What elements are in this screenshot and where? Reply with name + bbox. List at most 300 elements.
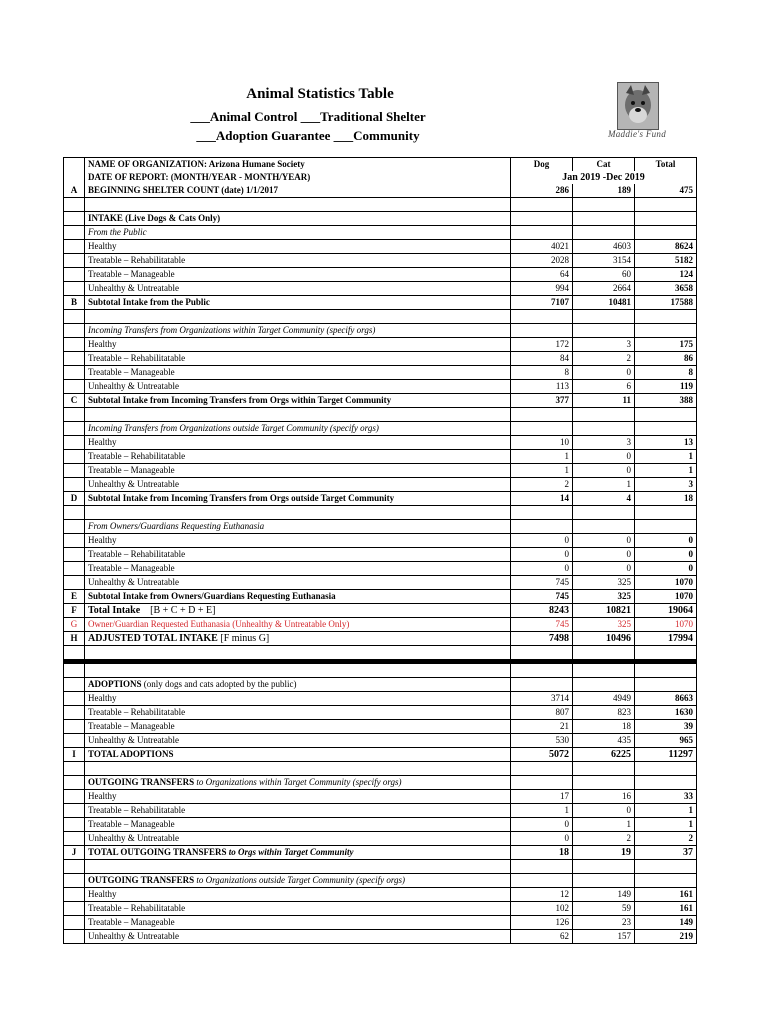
cat-cell: 0 [573, 366, 635, 380]
dog-cell: 745 [511, 618, 573, 632]
row-letter [64, 646, 85, 660]
table-row [64, 590, 697, 604]
row-label: Treatable – Rehabilitatable [85, 450, 511, 464]
row-label: Unhealthy & Untreatable [85, 478, 511, 492]
total-cell: 17588 [635, 296, 697, 310]
cat-cell [573, 762, 635, 776]
row-letter [64, 706, 85, 720]
cat-cell: 189 [573, 184, 635, 198]
row-label: Subtotal Intake from Incoming Transfers from Orgs within Target Community [85, 394, 511, 408]
total-cell: 161 [635, 902, 697, 916]
table-row [64, 380, 697, 394]
row-label: Treatable – Manageable [85, 818, 511, 832]
row-letter: B [64, 296, 85, 310]
table-row [64, 604, 697, 618]
row-label: ADJUSTED TOTAL INTAKE [F minus G] [85, 632, 511, 646]
row-letter [64, 790, 85, 804]
dog-cell: 84 [511, 352, 573, 366]
col-dog: Dog [511, 158, 573, 172]
dog-cell: 17 [511, 790, 573, 804]
table-row [64, 930, 697, 944]
maddies-fund-logo [598, 82, 676, 144]
row-label: Unhealthy & Untreatable [85, 380, 511, 394]
table-row [64, 846, 697, 860]
row-label: Treatable – Manageable [85, 464, 511, 478]
row-label: Unhealthy & Untreatable [85, 734, 511, 748]
table-row [64, 158, 697, 172]
row-letter [64, 860, 85, 874]
total-cell: 1070 [635, 590, 697, 604]
cat-cell [573, 664, 635, 678]
total-cell [635, 520, 697, 534]
table-row [64, 212, 697, 226]
row-label: Unhealthy & Untreatable [85, 282, 511, 296]
row-letter [64, 478, 85, 492]
cat-cell: 18 [573, 720, 635, 734]
total-cell [635, 776, 697, 790]
cat-cell [573, 678, 635, 692]
total-cell: 8 [635, 366, 697, 380]
row-label: TOTAL ADOPTIONS [85, 748, 511, 762]
row-letter [64, 464, 85, 478]
table-row [64, 748, 697, 762]
row-label: Subtotal Intake from the Public [85, 296, 511, 310]
dog-cell [511, 324, 573, 338]
cat-cell: 10496 [573, 632, 635, 646]
col-total: Total [635, 158, 697, 172]
row-label: INTAKE (Live Dogs & Cats Only) [85, 212, 511, 226]
dog-cell [511, 860, 573, 874]
dog-cell: 7107 [511, 296, 573, 310]
dog-cell: 0 [511, 562, 573, 576]
cat-cell [573, 226, 635, 240]
dog-cell: 0 [511, 548, 573, 562]
dog-cell [511, 506, 573, 520]
cat-cell: 157 [573, 930, 635, 944]
total-cell [635, 226, 697, 240]
row-label [85, 506, 511, 520]
row-label: Treatable – Manageable [85, 562, 511, 576]
dog-cell: 21 [511, 720, 573, 734]
dog-cell: 5072 [511, 748, 573, 762]
table-row [64, 478, 697, 492]
dog-cell: 745 [511, 576, 573, 590]
total-cell [635, 664, 697, 678]
cat-cell [573, 874, 635, 888]
table-row [64, 492, 697, 506]
total-cell: 388 [635, 394, 697, 408]
total-cell [635, 762, 697, 776]
org-name: NAME OF ORGANIZATION: Arizona Humane Society [85, 158, 511, 172]
row-label [85, 198, 511, 212]
table-row [64, 692, 697, 706]
row-letter [64, 548, 85, 562]
total-cell: 1 [635, 818, 697, 832]
row-label: TOTAL OUTGOING TRANSFERS to Orgs within Target Community [85, 846, 511, 860]
row-letter: E [64, 590, 85, 604]
total-cell [635, 422, 697, 436]
total-cell: 86 [635, 352, 697, 366]
total-cell [635, 646, 697, 660]
row-letter [64, 776, 85, 790]
total-cell: 18 [635, 492, 697, 506]
page-title: Animal Statistics Table [246, 86, 394, 102]
dog-cell: 172 [511, 338, 573, 352]
row-letter [64, 268, 85, 282]
table-row [64, 916, 697, 930]
cat-cell: 2 [573, 832, 635, 846]
total-cell [635, 860, 697, 874]
dog-cell: 994 [511, 282, 573, 296]
dog-cell: 0 [511, 534, 573, 548]
dog-cell: 807 [511, 706, 573, 720]
dog-cell: 1 [511, 450, 573, 464]
row-letter [64, 734, 85, 748]
cat-cell [573, 212, 635, 226]
dog-cell: 1 [511, 804, 573, 818]
row-label: OUTGOING TRANSFERS to Organizations outside Target Community (specify orgs) [85, 874, 511, 888]
total-cell [635, 506, 697, 520]
row-label: Healthy [85, 888, 511, 902]
total-cell: 0 [635, 534, 697, 548]
row-letter: D [64, 492, 85, 506]
row-label: Total Intake [B + C + D + E] [85, 604, 511, 618]
row-letter [64, 916, 85, 930]
dog-cell: 377 [511, 394, 573, 408]
row-letter [64, 520, 85, 534]
dog-cell [511, 762, 573, 776]
cat-cell: 325 [573, 576, 635, 590]
row-letter [64, 240, 85, 254]
row-label: Treatable – Rehabilitatable [85, 804, 511, 818]
row-letter [64, 678, 85, 692]
shelter-type-line-2: ___Adoption Guarantee ___Community [196, 128, 420, 143]
total-cell: 1070 [635, 618, 697, 632]
table-row [64, 804, 697, 818]
cat-cell: 0 [573, 464, 635, 478]
dog-cell: 2028 [511, 254, 573, 268]
table-row [64, 832, 697, 846]
row-letter [64, 158, 85, 172]
total-cell: 5182 [635, 254, 697, 268]
row-label: Unhealthy & Untreatable [85, 832, 511, 846]
dog-cell: 62 [511, 930, 573, 944]
dog-cell: 102 [511, 902, 573, 916]
row-label: Healthy [85, 790, 511, 804]
cat-cell [573, 198, 635, 212]
cat-cell: 325 [573, 618, 635, 632]
row-letter [64, 874, 85, 888]
table-row [64, 548, 697, 562]
cat-cell: 2664 [573, 282, 635, 296]
cat-cell: 0 [573, 450, 635, 464]
row-label: Treatable – Rehabilitatable [85, 254, 511, 268]
cat-cell: 23 [573, 916, 635, 930]
row-letter [64, 338, 85, 352]
dog-cell: 64 [511, 268, 573, 282]
row-letter [64, 902, 85, 916]
cat-cell [573, 324, 635, 338]
row-label: Healthy [85, 436, 511, 450]
cat-cell: 4 [573, 492, 635, 506]
row-letter [64, 422, 85, 436]
table-row [64, 366, 697, 380]
dog-cell: 0 [511, 832, 573, 846]
total-cell: 13 [635, 436, 697, 450]
cat-cell: 325 [573, 590, 635, 604]
total-cell: 1630 [635, 706, 697, 720]
cat-cell [573, 408, 635, 422]
row-label: From Owners/Guardians Requesting Euthanasia [85, 520, 511, 534]
total-cell: 8663 [635, 692, 697, 706]
row-letter [64, 832, 85, 846]
table-row [64, 576, 697, 590]
total-cell: 1 [635, 464, 697, 478]
table-row [64, 818, 697, 832]
total-cell [635, 324, 697, 338]
table-row [64, 720, 697, 734]
row-letter [64, 352, 85, 366]
cat-cell [573, 860, 635, 874]
row-letter [64, 171, 85, 184]
row-label: Healthy [85, 692, 511, 706]
total-cell: 33 [635, 790, 697, 804]
total-cell: 0 [635, 562, 697, 576]
table-row [64, 338, 697, 352]
cat-cell [573, 310, 635, 324]
row-letter [64, 254, 85, 268]
row-letter [64, 310, 85, 324]
dog-photo [617, 82, 659, 130]
cat-cell [573, 506, 635, 520]
row-letter [64, 720, 85, 734]
total-cell: 39 [635, 720, 697, 734]
total-cell: 149 [635, 916, 697, 930]
cat-cell [573, 646, 635, 660]
row-letter: A [64, 184, 85, 198]
dog-cell: 113 [511, 380, 573, 394]
cat-cell [573, 776, 635, 790]
dog-cell [511, 310, 573, 324]
dog-cell: 12 [511, 888, 573, 902]
dog-cell [511, 776, 573, 790]
row-letter: G [64, 618, 85, 632]
cat-cell: 3 [573, 338, 635, 352]
shelter-type-line: ___Animal Control ___Traditional Shelter [190, 109, 426, 124]
row-label: Treatable – Rehabilitatable [85, 548, 511, 562]
total-cell [635, 874, 697, 888]
cat-cell: 0 [573, 534, 635, 548]
dog-cell: 3714 [511, 692, 573, 706]
row-letter [64, 380, 85, 394]
cat-cell: 0 [573, 562, 635, 576]
statistics-table [63, 157, 697, 944]
cat-cell: 10821 [573, 604, 635, 618]
row-label [85, 646, 511, 660]
cat-cell: 2 [573, 352, 635, 366]
row-label: Healthy [85, 534, 511, 548]
row-letter: C [64, 394, 85, 408]
cat-cell: 16 [573, 790, 635, 804]
cat-cell: 0 [573, 548, 635, 562]
table-row [64, 254, 697, 268]
dog-cell [511, 198, 573, 212]
dog-cell [511, 408, 573, 422]
row-label: Treatable – Rehabilitatable [85, 352, 511, 366]
row-label [85, 408, 511, 422]
dog-cell: 8 [511, 366, 573, 380]
row-letter [64, 888, 85, 902]
dog-cell [511, 678, 573, 692]
table-row [64, 296, 697, 310]
row-label: Unhealthy & Untreatable [85, 930, 511, 944]
dog-cell [511, 664, 573, 678]
row-letter [64, 562, 85, 576]
dog-cell: 530 [511, 734, 573, 748]
dog-cell: 10 [511, 436, 573, 450]
row-letter [64, 534, 85, 548]
row-label: Owner/Guardian Requested Euthanasia (Unhealthy & Untreatable Only) [85, 618, 511, 632]
row-label: Subtotal Intake from Incoming Transfers from Orgs outside Target Community [85, 492, 511, 506]
table-row [64, 394, 697, 408]
row-label: Treatable – Manageable [85, 366, 511, 380]
total-cell [635, 310, 697, 324]
cat-cell [573, 422, 635, 436]
row-label: OUTGOING TRANSFERS to Organizations within Target Community (specify orgs) [85, 776, 511, 790]
total-cell: 11297 [635, 748, 697, 762]
row-label: BEGINNING SHELTER COUNT (date) 1/1/2017 [85, 184, 511, 198]
total-cell: 3 [635, 478, 697, 492]
table-row [64, 902, 697, 916]
total-cell: 124 [635, 268, 697, 282]
row-label [85, 860, 511, 874]
total-cell: 0 [635, 548, 697, 562]
row-letter: I [64, 748, 85, 762]
dog-cell: 1 [511, 464, 573, 478]
row-letter [64, 436, 85, 450]
cat-cell: 60 [573, 268, 635, 282]
cat-cell: 6 [573, 380, 635, 394]
total-cell: 17994 [635, 632, 697, 646]
total-cell: 3658 [635, 282, 697, 296]
total-cell: 1 [635, 450, 697, 464]
total-cell: 965 [635, 734, 697, 748]
cat-cell: 823 [573, 706, 635, 720]
cat-cell: 1 [573, 478, 635, 492]
dog-cell [511, 422, 573, 436]
dog-cell [511, 874, 573, 888]
row-letter [64, 930, 85, 944]
row-letter [64, 450, 85, 464]
row-label: Treatable – Rehabilitatable [85, 902, 511, 916]
table-row [64, 790, 697, 804]
table-row [64, 632, 697, 646]
row-label: Subtotal Intake from Owners/Guardians Requesting Euthanasia [85, 590, 511, 604]
dog-cell [511, 226, 573, 240]
row-letter [64, 692, 85, 706]
row-letter [64, 366, 85, 380]
dog-cell: 18 [511, 846, 573, 860]
table-row [64, 464, 697, 478]
table-row [64, 562, 697, 576]
cat-cell: 435 [573, 734, 635, 748]
table-row [64, 618, 697, 632]
total-cell: 1 [635, 804, 697, 818]
table-row [64, 268, 697, 282]
row-letter [64, 762, 85, 776]
cat-cell: 3 [573, 436, 635, 450]
dog-cell [511, 646, 573, 660]
total-cell: 8624 [635, 240, 697, 254]
row-letter: J [64, 846, 85, 860]
dog-cell: 2 [511, 478, 573, 492]
row-letter: F [64, 604, 85, 618]
total-cell: 19064 [635, 604, 697, 618]
row-label: From the Public [85, 226, 511, 240]
cat-cell: 0 [573, 804, 635, 818]
dog-cell: 745 [511, 590, 573, 604]
row-letter [64, 282, 85, 296]
total-cell: 1070 [635, 576, 697, 590]
table-row [64, 184, 697, 198]
total-cell [635, 678, 697, 692]
total-cell: 175 [635, 338, 697, 352]
total-cell: 475 [635, 184, 697, 198]
dog-cell: 286 [511, 184, 573, 198]
table-row [64, 706, 697, 720]
row-letter [64, 576, 85, 590]
cat-cell: 149 [573, 888, 635, 902]
row-label [85, 310, 511, 324]
row-label: Treatable – Manageable [85, 268, 511, 282]
row-letter [64, 212, 85, 226]
row-label: Incoming Transfers from Organizations within Target Community (specify orgs) [85, 324, 511, 338]
cat-cell [573, 520, 635, 534]
total-cell: 37 [635, 846, 697, 860]
table-row [64, 450, 697, 464]
table-row [64, 436, 697, 450]
table-row [64, 171, 697, 184]
dog-cell: 14 [511, 492, 573, 506]
col-cat: Cat [573, 158, 635, 172]
row-letter [64, 408, 85, 422]
dog-cell: 8243 [511, 604, 573, 618]
row-letter [64, 506, 85, 520]
cat-cell: 10481 [573, 296, 635, 310]
dog-cell [511, 212, 573, 226]
row-label: Treatable – Rehabilitatable [85, 706, 511, 720]
row-label: ADOPTIONS (only dogs and cats adopted by the public) [85, 678, 511, 692]
dog-cell: 0 [511, 818, 573, 832]
row-letter [64, 804, 85, 818]
cat-cell: 11 [573, 394, 635, 408]
row-label: Treatable – Manageable [85, 916, 511, 930]
table-row [64, 888, 697, 902]
dog-cell: 4021 [511, 240, 573, 254]
row-letter [64, 664, 85, 678]
total-cell [635, 198, 697, 212]
total-cell: 2 [635, 832, 697, 846]
total-cell: 119 [635, 380, 697, 394]
row-label [85, 664, 511, 678]
cat-cell: 4603 [573, 240, 635, 254]
cat-cell: 6225 [573, 748, 635, 762]
cat-cell: 4949 [573, 692, 635, 706]
row-label: Unhealthy & Untreatable [85, 576, 511, 590]
table-row [64, 240, 697, 254]
cat-cell: 59 [573, 902, 635, 916]
row-letter [64, 324, 85, 338]
